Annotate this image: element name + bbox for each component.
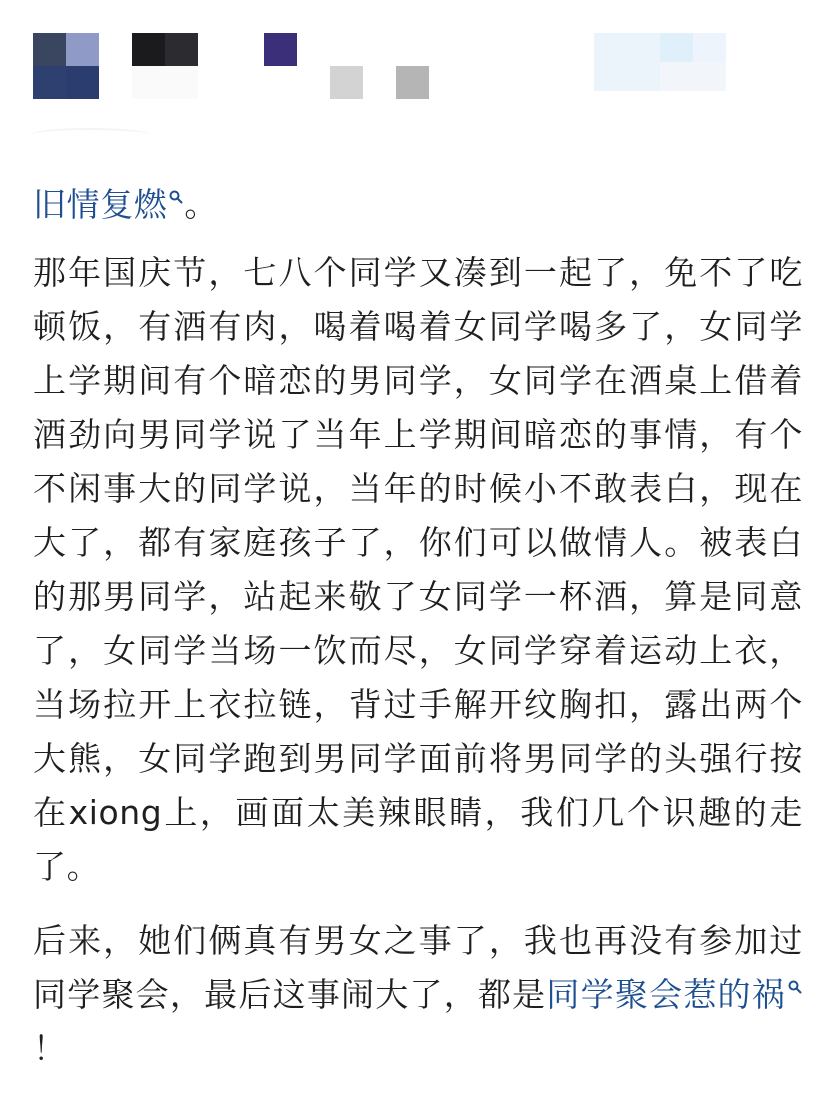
avatar-pixel xyxy=(33,66,66,99)
username-pixel xyxy=(165,33,198,66)
username[interactable] xyxy=(132,33,432,99)
title-link[interactable]: 旧情复燃 xyxy=(33,185,168,224)
follow-badge[interactable] xyxy=(594,33,726,91)
title-suffix: 。 xyxy=(184,185,219,224)
paragraph-1: 那年国庆节，七八个同学又凑到一起了，免不了吃顿饭，有酒有肉，喝着喝着女同学喝多了，女同学上学期间有个暗恋的男同学，女同学在酒桌上借着酒劲向男同学说了当年上学期间暗恋的事情，有个不闲事大的同学说，当年的时候小不敢表白，现在大了，都有家庭孩子了，你们可以做情人。被表白的那男同学，站起来敬了女同学一杯酒，算是同意了，女同学当场一饮而尽，女同学穿着运动上衣，当场拉开上衣拉链，背过手解开纹胸扣，露出两个大熊，女同学跑到男同学面前将男同学的头强行按在xiong上，画面太美辣眼睛，我们几个识趣的走了。 xyxy=(33,253,803,886)
avatar-pixel xyxy=(66,66,99,99)
badge-pixel xyxy=(660,33,693,62)
badge-pixel xyxy=(660,62,726,91)
badge-pixel xyxy=(594,33,660,91)
username-pixel xyxy=(396,66,429,99)
username-pixel xyxy=(264,33,297,66)
search-icon[interactable] xyxy=(169,190,183,204)
topic-link[interactable]: 同学聚会惹的祸 xyxy=(546,975,787,1014)
badge-pixel xyxy=(693,33,726,62)
article-title-line xyxy=(33,178,803,232)
username-pixel xyxy=(330,66,363,99)
article-body xyxy=(33,178,803,1096)
paragraph-2-text: 后来，她们俩真有男女之事了，我也再没有参加过同学聚会，最后这事闹大了，都是 xyxy=(33,921,803,1014)
paragraph-2 xyxy=(33,914,803,1076)
avatar[interactable] xyxy=(33,33,99,99)
paragraph-2-suffix: ！ xyxy=(33,1029,67,1068)
username-pixel xyxy=(132,33,165,66)
username-pixel xyxy=(132,66,198,99)
avatar-pixel xyxy=(66,33,99,66)
search-icon[interactable] xyxy=(788,980,802,994)
divider xyxy=(30,128,150,142)
avatar-pixel xyxy=(33,33,66,66)
